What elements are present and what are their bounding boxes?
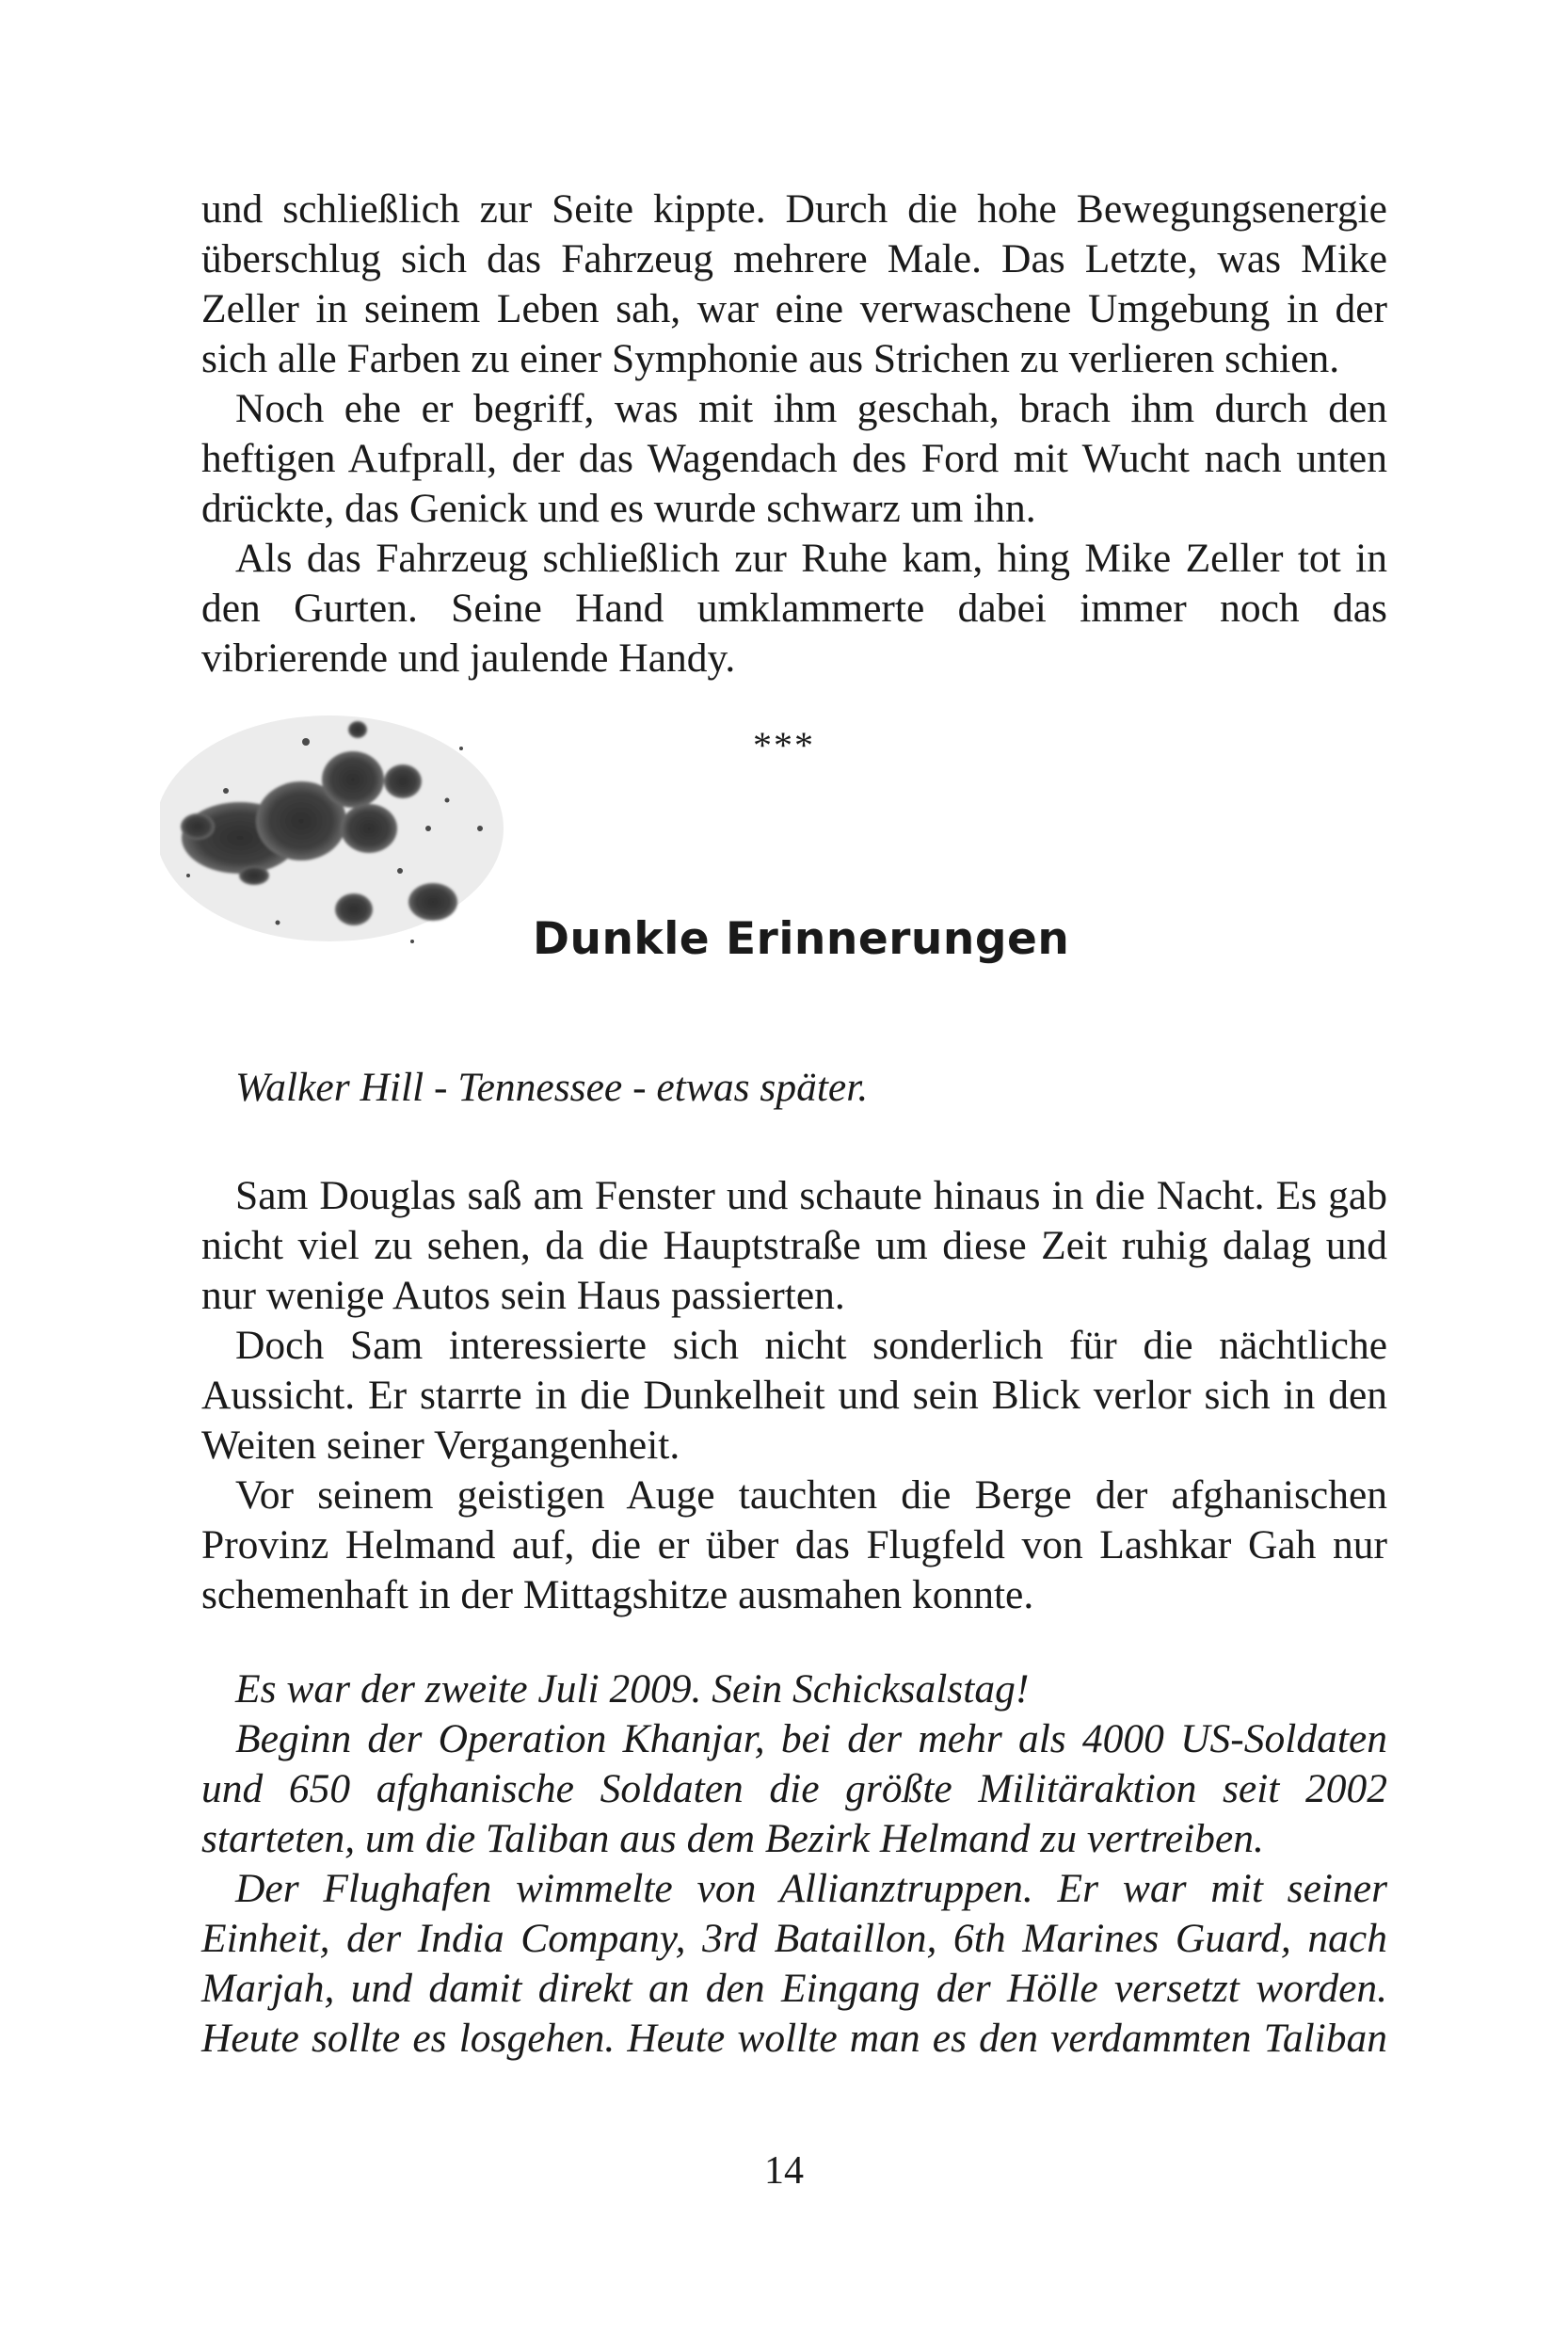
location-line: Walker Hill - Tennessee - etwas später. — [235, 1065, 869, 1110]
scene-separator: *** — [753, 724, 815, 766]
paragraph: Sam Douglas saß am Fenster und schaute hinaus in die Nacht. Es gab nicht viel zu sehen, da die Hauptstraße um diese Zeit ruhig dalag und nur wenige Autos sein Haus passierten. — [201, 1173, 1387, 1318]
chapter-title: Dunkle Erinnerungen — [533, 913, 1070, 965]
paragraph: Vor seinem geistigen Auge tauchten die Berge der afghanischen Provinz Helmand auf, die er über das Flugfeld von Lashkar Gah nur schemenhaft in der Mittagshitze ausmahen konnte. — [201, 1472, 1387, 1617]
ink-splatter-icon — [160, 687, 565, 998]
paragraph: Beginn der Operation Khanjar, bei der mehr als 4000 US-Soldaten und 650 afghanische Soldaten die größte Militäraktion seit 2002 starteten, um die Taliban aus dem Bezirk Helmand zu vertreiben. — [201, 1716, 1387, 1861]
paragraph: Doch Sam interessierte sich nicht sonderlich für die nächtliche Aussicht. Er starrte in die Dunkelheit und sein Blick verlor sich in den Weiten seiner Vergangenheit. — [201, 1323, 1387, 1468]
paragraph: Der Flughafen wimmelte von Allianztruppen. Er war mit seiner Einheit, der India Company, 3rd Bataillon, 6th Marines Guard, nach Marjah, und damit direkt an den Eingang der Hölle versetzt worden. Heute sollte es losgehen. Heute wollte man es den verdammten Taliban — [201, 1866, 1387, 2061]
paragraph: und schließlich zur Seite kippte. Durch die hohe Bewegungsenergie überschlug sich das Fahrzeug mehrere Male. Das Letzte, was Mike Zeller in seinem Leben sah, war eine verwaschene Umgebung in der sich alle Farben zu einer Symphonie aus Strichen zu verlieren schien. — [201, 186, 1387, 381]
page-number: 14 — [764, 2149, 804, 2193]
middle-text-block — [201, 1171, 1387, 1620]
paragraph: Noch ehe er begriff, was mit ihm geschah, brach ihm durch den heftigen Aufprall, der das Wagendach des Ford mit Wucht nach unten drückte, das Genick und es wurde schwarz um ihn. — [201, 386, 1387, 531]
flashback-text-block — [201, 1664, 1387, 2064]
paragraph: Es war der zweite Juli 2009. Sein Schicksalstag! — [235, 1666, 1030, 1712]
top-text-block — [201, 185, 1387, 683]
paragraph: Als das Fahrzeug schließlich zur Ruhe kam, hing Mike Zeller tot in den Gurten. Seine Hand umklammerte dabei immer noch das vibrierende und jaulende Handy. — [201, 536, 1387, 681]
